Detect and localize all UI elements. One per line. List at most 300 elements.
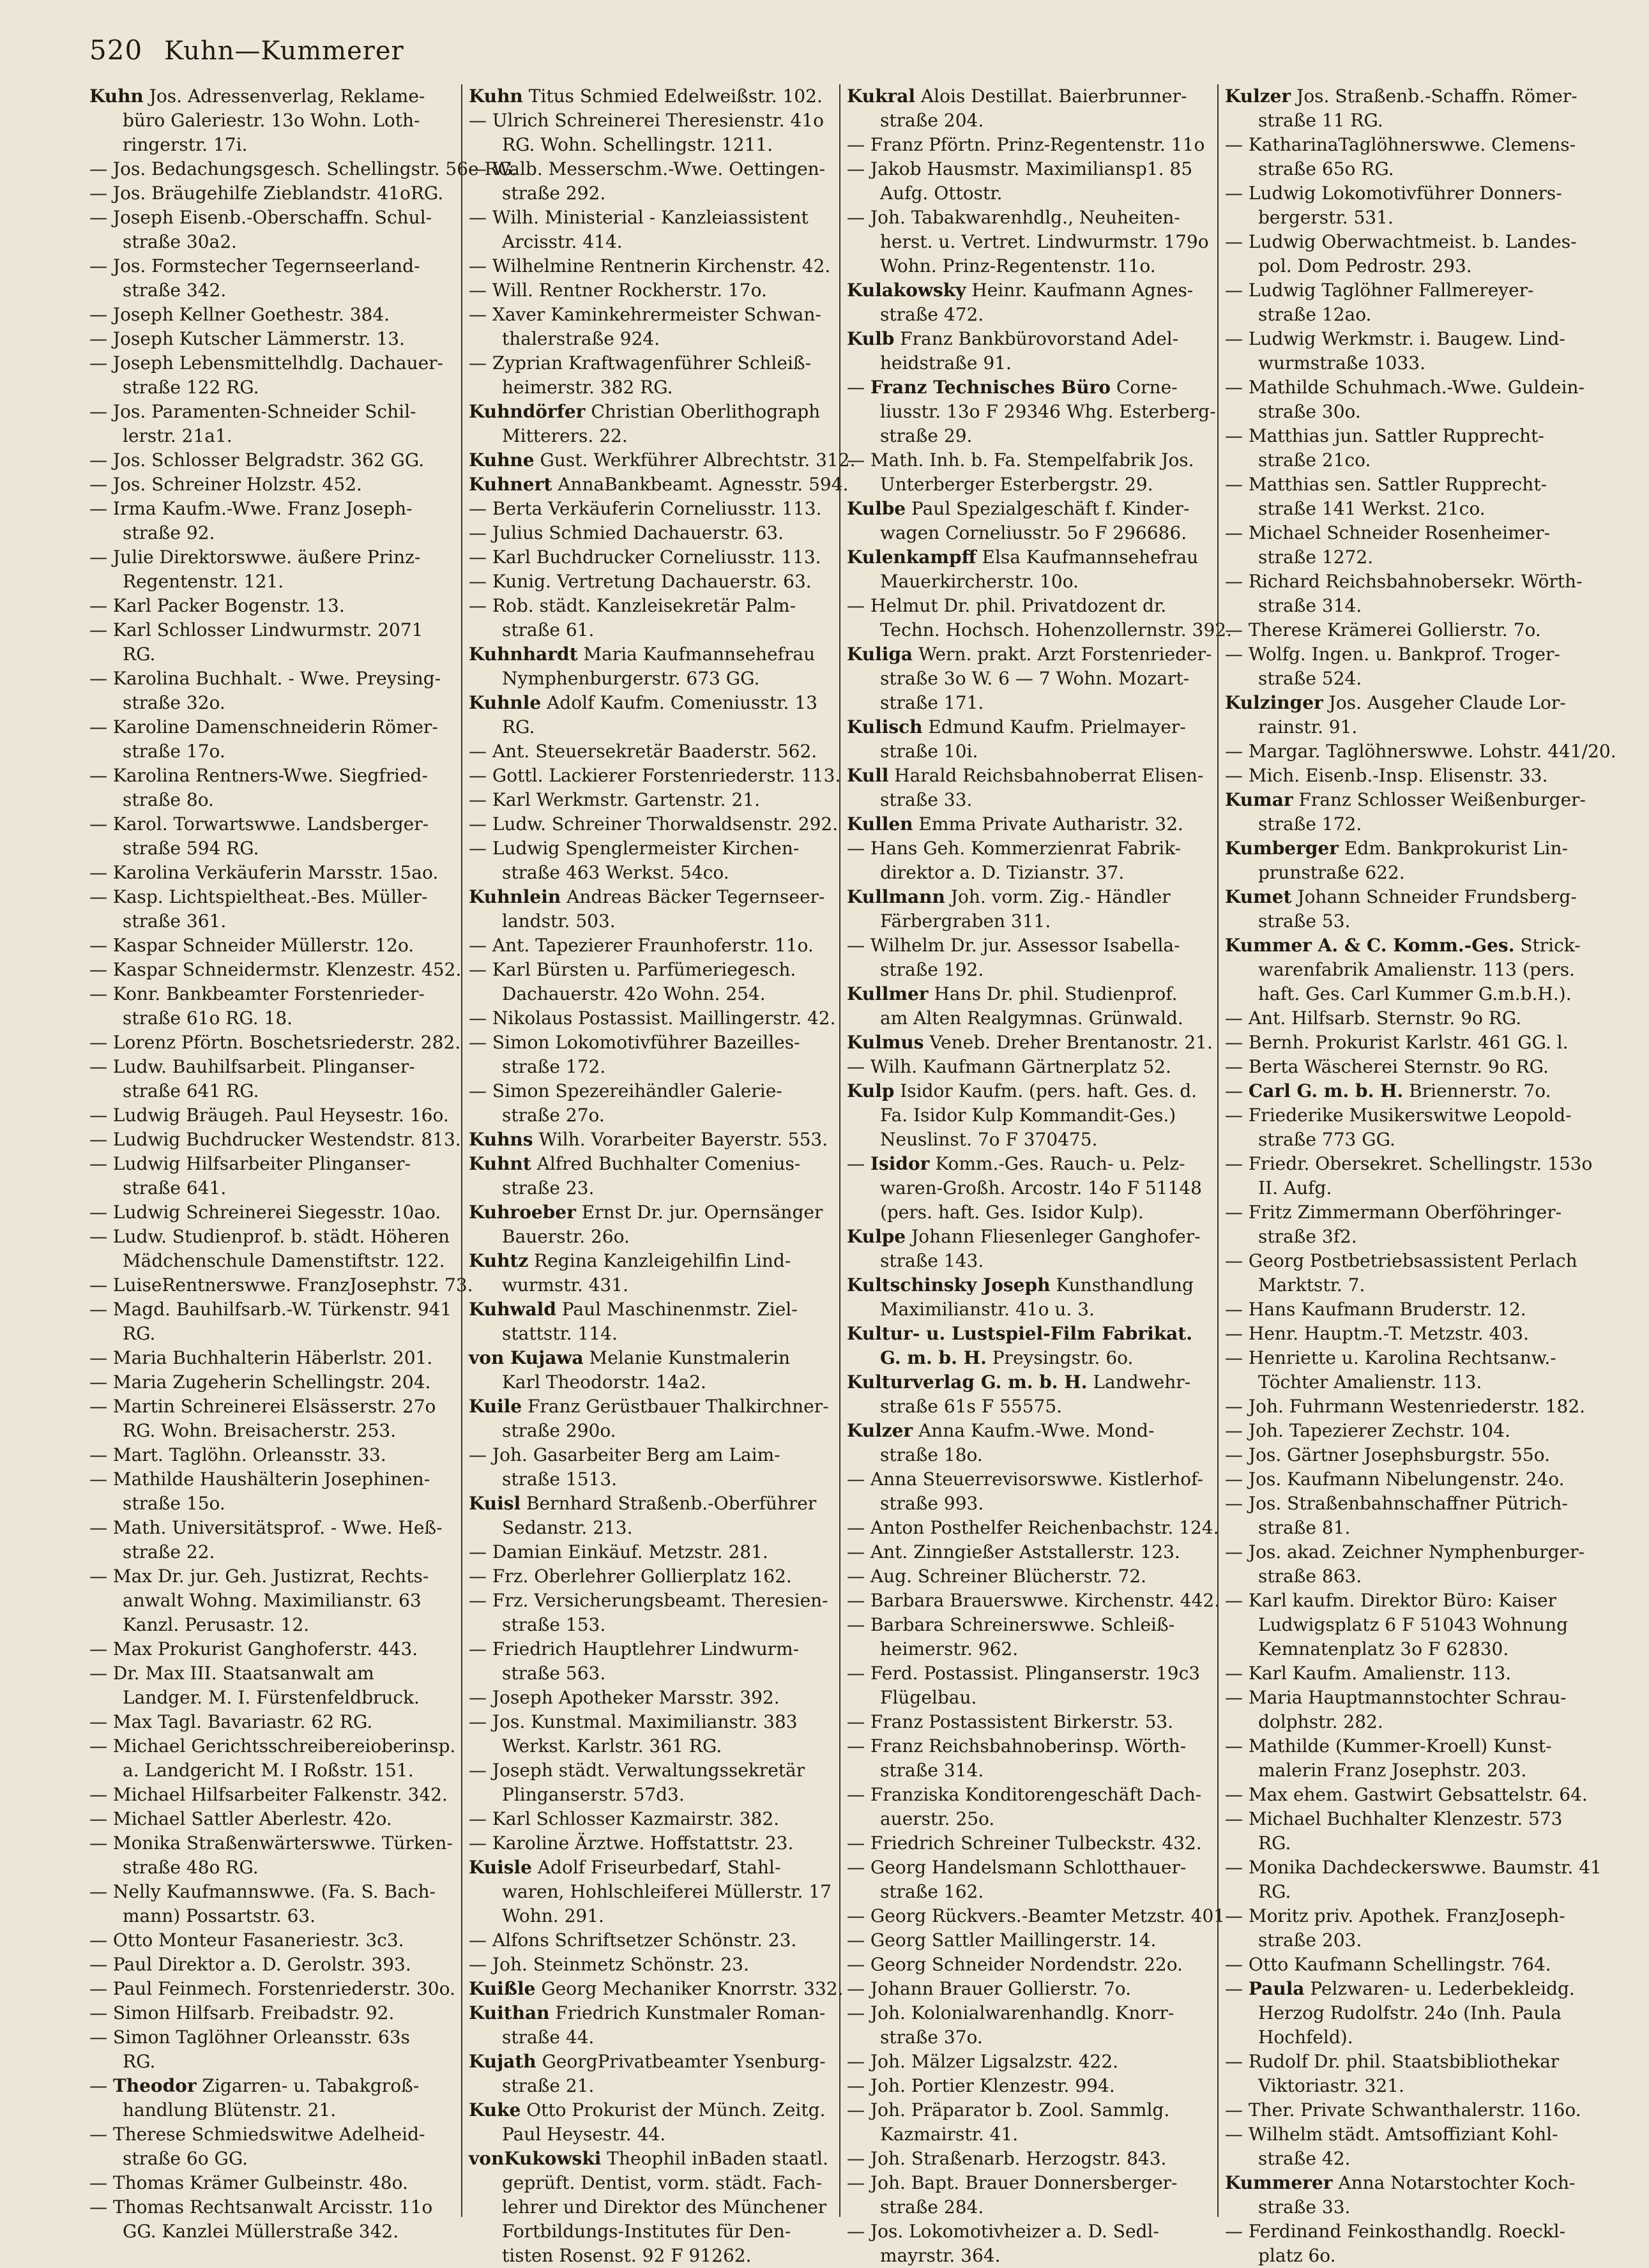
entry-line: — Karl Werkmstr. Gartenstr. 21. bbox=[469, 789, 761, 810]
entry-line: Flügelbau. bbox=[880, 1687, 977, 1708]
entry-line: Kumberger Edm. Bankprokurist Lin- bbox=[1225, 838, 1568, 859]
entry-line: straße 472. bbox=[880, 304, 984, 325]
entry-line: — Damian Einkäuf. Metzstr. 281. bbox=[469, 1541, 768, 1562]
entry-line: Unterberger Esterbergstr. 29. bbox=[880, 474, 1153, 495]
entry-line: straße 32o. bbox=[123, 692, 225, 713]
entry-line: — Joseph Kutscher Lämmerstr. 13. bbox=[89, 328, 405, 349]
entry-line: — Mich. Eisenb.-Insp. Elisenstr. 33. bbox=[1225, 765, 1548, 786]
entry-line: — Michael Schneider Rosenheimer- bbox=[1225, 522, 1551, 543]
entry-line: — Anton Posthelfer Reichenbachstr. 124. bbox=[847, 1517, 1219, 1538]
entry-line: — Kasp. Lichtspieltheat.-Bes. Müller- bbox=[89, 886, 428, 907]
entry-line: — Jos. Bedachungsgesch. Schellingstr. 56e RG. bbox=[89, 158, 517, 179]
entry-line: straße 22. bbox=[123, 1541, 215, 1562]
entry-line: — Franz Technisches Büro Corne- bbox=[847, 377, 1178, 398]
entry-line: straße 27o. bbox=[502, 1105, 605, 1126]
entry-line: — Joh. Straßenarb. Herzogstr. 843. bbox=[847, 2148, 1167, 2169]
entry-line: straße 563. bbox=[502, 1663, 606, 1684]
entry-line: (pers. haft. Ges. Isidor Kulp). bbox=[880, 1202, 1144, 1223]
entry-line: straße 524. bbox=[1258, 668, 1362, 689]
entry-line: Kulb Franz Bankbürovorstand Adel- bbox=[847, 328, 1179, 349]
entry-line: — Karol. Torwartswwe. Landsberger- bbox=[89, 813, 429, 835]
entry-line: Kuhns Wilh. Vorarbeiter Bayerstr. 553. bbox=[469, 1129, 828, 1150]
entry-line: RG. Wohn. Breisacherstr. 253. bbox=[123, 1420, 397, 1441]
entry-line: straße 21co. bbox=[1258, 450, 1371, 471]
entry-line: — Helmut Dr. phil. Privatdozent dr. bbox=[847, 595, 1167, 616]
entry-line: — Otto Monteur Fasaneriestr. 3c3. bbox=[89, 1930, 404, 1951]
entry-line: GG. Kanzlei Müllerstraße 342. bbox=[123, 2221, 399, 2242]
entry-line: Kukral Alois Destillat. Baierbrunner- bbox=[847, 86, 1187, 107]
entry-line: — Joh. Bapt. Brauer Donnersberger- bbox=[847, 2172, 1178, 2193]
entry-line: Kulmus Veneb. Dreher Brentanostr. 21. bbox=[847, 1032, 1213, 1053]
entry-line: — Zyprian Kraftwagenführer Schleiß- bbox=[469, 352, 812, 374]
entry-line: Kulzer Jos. Straßenb.-Schaffn. Römer- bbox=[1225, 86, 1577, 107]
entry-line: — Kunig. Vertretung Dachauerstr. 63. bbox=[469, 571, 812, 592]
entry-line: — Hans Kaufmann Bruderstr. 12. bbox=[1225, 1299, 1526, 1320]
entry-line: — Franz Postassistent Birkerstr. 53. bbox=[847, 1711, 1174, 1732]
entry-line: tisten Rosenst. 92 F 91262. bbox=[502, 2245, 752, 2266]
entry-line: straße 30o. bbox=[1258, 401, 1361, 422]
entry-line: — Wilhelm städt. Amtsoffiziant Kohl- bbox=[1225, 2124, 1558, 2145]
entry-line: — Michael Gerichtsschreibereioberinsp. bbox=[89, 1735, 456, 1757]
entry-line: — Jos. Bräugehilfe Zieblandstr. 41oRG. bbox=[89, 183, 444, 204]
entry-line: straße 44. bbox=[502, 2027, 595, 2048]
entry-line: — Mart. Taglöhn. Orleansstr. 33. bbox=[89, 1444, 386, 1465]
entry-line: mayrstr. 364. bbox=[880, 2245, 1001, 2266]
entry-line: — Michael Buchhalter Klenzestr. 573 bbox=[1225, 1808, 1563, 1829]
entry-line: — Jos. Schreiner Holzstr. 452. bbox=[89, 474, 362, 495]
entry-line: — Mathilde Haushälterin Josephinen- bbox=[89, 1469, 430, 1490]
entry-line: Wohn. 291. bbox=[502, 1905, 604, 1926]
entry-line: Kultschinsky Joseph Kunsthandlung bbox=[847, 1274, 1194, 1296]
page-number: 520 bbox=[89, 34, 143, 66]
entry-line: — Ther. Private Schwanthalerstr. 116o. bbox=[1225, 2099, 1581, 2121]
entry-line: — Joh. Portier Klenzestr. 994. bbox=[847, 2075, 1115, 2096]
entry-line: — Jos. Kunstmal. Maximilianstr. 383 bbox=[469, 1711, 798, 1732]
entry-line: anwalt Wohng. Maximilianstr. 63 bbox=[123, 1590, 422, 1611]
entry-line: RG. Wohn. Schellingstr. 1211. bbox=[502, 134, 773, 155]
entry-line: straße 15o. bbox=[123, 1493, 225, 1514]
entry-line: — Wilh. Kaufmann Gärtnerplatz 52. bbox=[847, 1056, 1171, 1077]
entry-line: straße 192. bbox=[880, 959, 984, 980]
entry-line: — Jos. Paramenten-Schneider Schil- bbox=[89, 401, 416, 422]
entry-line: straße 314. bbox=[880, 1760, 984, 1781]
entry-line: — Karolina Rentners-Wwe. Siegfried- bbox=[89, 765, 428, 786]
entry-line: — Friedrich Schreiner Tulbeckstr. 432. bbox=[847, 1833, 1202, 1854]
entry-line: straße 290o. bbox=[502, 1420, 616, 1441]
entry-line: Nymphenburgerstr. 673 GG. bbox=[502, 668, 760, 689]
entry-line: Kulbe Paul Spezialgeschäft f. Kinder- bbox=[847, 498, 1190, 519]
entry-line: Kulp Isidor Kaufm. (pers. haft. Ges. d. bbox=[847, 1080, 1197, 1101]
entry-line: mann) Possartstr. 63. bbox=[123, 1905, 316, 1926]
entry-line: RG. bbox=[123, 2051, 156, 2072]
entry-line: — Ludwig Oberwachtmeist. b. Landes- bbox=[1225, 231, 1577, 252]
entry-line: Kuhn Jos. Adressenverlag, Reklame- bbox=[89, 86, 425, 107]
entry-line: straße 1272. bbox=[1258, 547, 1374, 568]
entry-line: RG. bbox=[502, 716, 535, 737]
entry-line: straße 10i. bbox=[880, 741, 978, 762]
entry-line: — Rudolf Dr. phil. Staatsbibliothekar bbox=[1225, 2051, 1560, 2072]
entry-line: Sedanstr. 213. bbox=[502, 1517, 633, 1538]
entry-line: straße 17o. bbox=[123, 741, 225, 762]
entry-line: — Nelly Kaufmannswwe. (Fa. S. Bach- bbox=[89, 1881, 436, 1902]
entry-line: — Georg Handelsmann Schlotthauer- bbox=[847, 1857, 1187, 1878]
entry-line: — Jos. Formstecher Tegernseerland- bbox=[89, 255, 420, 276]
entry-line: — Walb. Messerschm.-Wwe. Oettingen- bbox=[469, 158, 826, 179]
entry-line: — Lorenz Pförtn. Boschetsriederstr. 282. bbox=[89, 1032, 461, 1053]
entry-line: — Joh. Tapezierer Zechstr. 104. bbox=[1225, 1420, 1510, 1441]
entry-line: — Ludwig Taglöhner Fallmereyer- bbox=[1225, 280, 1534, 301]
entry-line: Kuisle Adolf Friseurbedarf, Stahl- bbox=[469, 1857, 781, 1878]
entry-line: — Max ehem. Gastwirt Gebsattelstr. 64. bbox=[1225, 1784, 1588, 1805]
entry-line: — Berta Verkäuferin Corneliusstr. 113. bbox=[469, 498, 822, 519]
entry-line: straße 314. bbox=[1258, 595, 1362, 616]
page-title: Kuhn—Kummerer bbox=[164, 36, 404, 66]
entry-line: straße 284. bbox=[880, 2196, 984, 2218]
entry-line: — Fritz Zimmermann Oberföhringer- bbox=[1225, 1202, 1562, 1223]
entry-line: — Paul Feinmech. Forstenriederstr. 30o. bbox=[89, 1978, 455, 1999]
entry-line: Kumar Franz Schlosser Weißenburger- bbox=[1225, 789, 1586, 810]
entry-line: straße 48o RG. bbox=[123, 1857, 259, 1878]
entry-line: — Magd. Bauhilfsarb.-W. Türkenstr. 941 bbox=[89, 1299, 452, 1320]
entry-line: — Wilhelm Dr. jur. Assessor Isabella- bbox=[847, 935, 1180, 956]
entry-line: — Barbara Brauerswwe. Kirchenstr. 442. bbox=[847, 1590, 1220, 1611]
entry-line: — Joh. Mälzer Ligsalzstr. 422. bbox=[847, 2051, 1119, 2072]
entry-line: — Wilhelmine Rentnerin Kirchenstr. 42. bbox=[469, 255, 831, 276]
entry-line: — Ant. Tapezierer Fraunhoferstr. 11o. bbox=[469, 935, 814, 956]
entry-line: straße 29. bbox=[880, 425, 973, 446]
entry-line: — Joseph Eisenb.-Oberschaffn. Schul- bbox=[89, 207, 432, 228]
entry-line: Fortbildungs-Institutes für Den- bbox=[502, 2221, 791, 2242]
entry-line: — Jos. Gärtner Josephsburgstr. 55o. bbox=[1225, 1444, 1550, 1465]
entry-line: Kujath GeorgPrivatbeamter Ysenburg- bbox=[469, 2051, 826, 2072]
entry-line: Kulzer Anna Kaufm.-Wwe. Mond- bbox=[847, 1420, 1155, 1441]
entry-line: — Mathilde (Kummer-Kroell) Kunst- bbox=[1225, 1735, 1552, 1757]
entry-line: — Kaspar Schneidermstr. Klenzestr. 452. bbox=[89, 959, 462, 980]
entry-line: straße 61o RG. 18. bbox=[123, 1008, 293, 1029]
entry-line: Marktstr. 7. bbox=[1258, 1274, 1365, 1296]
entry-line: — Joh. Fuhrmann Westenriederstr. 182. bbox=[1225, 1396, 1586, 1417]
column-4 bbox=[1217, 84, 1616, 2266]
entry-line: Kuhnert AnnaBankbeamt. Agnesstr. 594. bbox=[469, 474, 849, 495]
entry-line: Mädchenschule Damenstiftstr. 122. bbox=[123, 1250, 445, 1271]
entry-line: — Henriette u. Karolina Rechtsanw.- bbox=[1225, 1347, 1556, 1368]
entry-line: Kuithan Friedrich Kunstmaler Roman- bbox=[469, 2002, 826, 2023]
entry-line: — Jakob Hausmstr. Maximiliansp1. 85 bbox=[847, 158, 1193, 179]
entry-line: — Karl kaufm. Direktor Büro: Kaiser bbox=[1225, 1590, 1556, 1611]
entry-line: haft. Ges. Carl Kummer G.m.b.H.). bbox=[1258, 983, 1572, 1004]
entry-line: RG. bbox=[123, 644, 156, 665]
entry-line: — Karolina Verkäuferin Marsstr. 15ao. bbox=[89, 862, 439, 883]
entry-line: auerstr. 25o. bbox=[880, 1808, 995, 1829]
entry-line: — Therese Krämerei Gollierstr. 7o. bbox=[1225, 619, 1541, 640]
entry-line: straße 361. bbox=[123, 911, 227, 932]
entry-line: straße 641 RG. bbox=[123, 1080, 259, 1101]
entry-line: — Monika Dachdeckerswwe. Baumstr. 41 bbox=[1225, 1857, 1602, 1878]
entry-line: straße 773 GG. bbox=[1258, 1129, 1395, 1150]
entry-line: — Henr. Hauptm.-T. Metzstr. 403. bbox=[1225, 1323, 1529, 1344]
entry-line: — Rob. städt. Kanzleisekretär Palm- bbox=[469, 595, 796, 616]
entry-line: straße 65o RG. bbox=[1258, 158, 1394, 179]
entry-line: Kultur- u. Lustspiel-Film Fabrikat. bbox=[847, 1323, 1192, 1344]
entry-line: — Kaspar Schneider Müllerstr. 12o. bbox=[89, 935, 414, 956]
entry-line: — Math. Universitätsprof. - Wwe. Heß- bbox=[89, 1517, 443, 1538]
entry-line: — Ludwig Werkmstr. i. Baugew. Lind- bbox=[1225, 328, 1565, 349]
entry-line: heimerstr. 382 RG. bbox=[502, 377, 673, 398]
entry-line: — Nikolaus Postassist. Maillingerstr. 42. bbox=[469, 1008, 836, 1029]
entry-line: — Gottl. Lackierer Forstenriederstr. 113. bbox=[469, 765, 841, 786]
entry-line: — LuiseRentnerswwe. FranzJosephstr. 73. bbox=[89, 1274, 473, 1296]
entry-line: — Karl Packer Bogenstr. 13. bbox=[89, 595, 345, 616]
entry-line: — KatharinaTaglöhnerswwe. Clemens- bbox=[1225, 134, 1576, 155]
entry-line: — Richard Reichsbahnobersekr. Wörth- bbox=[1225, 571, 1583, 592]
entry-line: — Joseph Apotheker Marsstr. 392. bbox=[469, 1687, 780, 1708]
entry-line: — Joh. Gasarbeiter Berg am Laim- bbox=[469, 1444, 780, 1465]
entry-line: Karl Theodorstr. 14a2. bbox=[502, 1372, 706, 1393]
entry-line: waren, Hohlschleiferei Müllerstr. 17 bbox=[502, 1881, 832, 1902]
entry-line: — Julius Schmied Dachauerstr. 63. bbox=[469, 522, 784, 543]
entry-line: — Friederike Musikerswitwe Leopold- bbox=[1225, 1105, 1572, 1126]
entry-line: — Karoline Damenschneiderin Römer- bbox=[89, 716, 438, 737]
entry-line: straße 3o W. 6 — 7 Wohn. Mozart- bbox=[880, 668, 1190, 689]
entry-line: G. m. b. H. Preysingstr. 6o. bbox=[880, 1347, 1134, 1368]
entry-line: Kuhwald Paul Maschinenmstr. Ziel- bbox=[469, 1299, 798, 1320]
entry-line: direktor a. D. Tizianstr. 37. bbox=[880, 862, 1125, 883]
entry-line: straße 1513. bbox=[502, 1469, 618, 1490]
entry-line: — Ant. Zinngießer Aststallerstr. 123. bbox=[847, 1541, 1180, 1562]
entry-line: Kuhnle Adolf Kaufm. Comeniusstr. 13 bbox=[469, 692, 817, 713]
entry-line: — Barbara Schreinerswwe. Schleiß- bbox=[847, 1614, 1175, 1635]
entry-line: II. Aufg. bbox=[1258, 1177, 1332, 1198]
entry-line: — Maria Buchhalterin Häberlstr. 201. bbox=[89, 1347, 433, 1368]
entry-line: — Martin Schreinerei Elsässerstr. 27o bbox=[89, 1396, 436, 1417]
entry-line: — Joh. Kolonialwarenhandlg. Knorr- bbox=[847, 2002, 1174, 2023]
entry-line: Maximilianstr. 41o u. 3. bbox=[880, 1299, 1095, 1320]
entry-line: — Ludwig Hilfsarbeiter Plinganser- bbox=[89, 1153, 411, 1174]
entry-line: Kuhtz Regina Kanzleigehilfin Lind- bbox=[469, 1250, 791, 1271]
entry-line: — Georg Rückvers.-Beamter Metzstr. 401 bbox=[847, 1905, 1226, 1926]
entry-line: straße 172. bbox=[502, 1056, 606, 1077]
entry-line: — Friedrich Hauptlehrer Lindwurm- bbox=[469, 1638, 800, 1659]
entry-line: straße 171. bbox=[880, 692, 984, 713]
entry-line: Herzog Rudolfstr. 24o (Inh. Paula bbox=[1258, 2002, 1562, 2023]
entry-line: Aufg. Ottostr. bbox=[880, 183, 1003, 204]
entry-line: — Aug. Schreiner Blücherstr. 72. bbox=[847, 1566, 1147, 1587]
entry-line: RG. bbox=[123, 1323, 156, 1344]
entry-line: Kummerer Anna Notarstochter Koch- bbox=[1225, 2172, 1576, 2193]
entry-line: heidstraße 91. bbox=[880, 352, 1012, 374]
entry-line: — Simon Lokomotivführer Bazeilles- bbox=[469, 1032, 800, 1053]
entry-line: straße 92. bbox=[123, 522, 215, 543]
entry-line: — Ludw. Studienprof. b. städt. Höheren bbox=[89, 1226, 450, 1247]
entry-line: Dachauerstr. 42o Wohn. 254. bbox=[502, 983, 766, 1004]
entry-line: bergerstr. 531. bbox=[1258, 207, 1394, 228]
entry-line: — Maria Hauptmannstochter Schrau- bbox=[1225, 1687, 1567, 1708]
entry-line: — Ant. Steuersekretär Baaderstr. 562. bbox=[469, 741, 817, 762]
entry-line: Landger. M. I. Fürstenfeldbruck. bbox=[123, 1687, 420, 1708]
entry-line: pol. Dom Pedrostr. 293. bbox=[1258, 255, 1472, 276]
entry-line: — Ludw. Schreiner Thorwaldsenstr. 292. bbox=[469, 813, 839, 835]
entry-line: straße 61. bbox=[502, 619, 595, 640]
entry-line: von Kujawa Melanie Kunstmalerin bbox=[469, 1347, 791, 1368]
entry-line: — Therese Schmiedswitwe Adelheid- bbox=[89, 2124, 425, 2145]
entry-line: straße 33. bbox=[1258, 2196, 1351, 2218]
entry-line: — Karoline Ärztwe. Hoffstattstr. 23. bbox=[469, 1833, 794, 1854]
entry-line: Kumet Johann Schneider Frundsberg- bbox=[1225, 886, 1577, 907]
entry-line: straße 863. bbox=[1258, 1566, 1362, 1587]
entry-line: — Frz. Versicherungsbeamt. Theresien- bbox=[469, 1590, 828, 1611]
entry-line: — Joseph städt. Verwaltungssekretär bbox=[469, 1760, 805, 1781]
entry-line: — Max Prokurist Ganghoferstr. 443. bbox=[89, 1638, 418, 1659]
entry-line: — Joseph Kellner Goethestr. 384. bbox=[89, 304, 390, 325]
entry-line: Kulakowsky Heinr. Kaufmann Agnes- bbox=[847, 280, 1194, 301]
entry-line: straße 172. bbox=[1258, 813, 1362, 835]
entry-line: waren-Großh. Arcostr. 14o F 51148 bbox=[880, 1177, 1202, 1198]
entry-line: — Jos. Straßenbahnschaffner Pütrich- bbox=[1225, 1493, 1568, 1514]
entry-line: Fa. Isidor Kulp Kommandit-Ges.) bbox=[880, 1105, 1176, 1126]
entry-line: handlung Blütenstr. 21. bbox=[123, 2099, 337, 2121]
entry-line: vonKukowski Theophil inBaden staatl. bbox=[469, 2148, 828, 2169]
entry-line: Mitterers. 22. bbox=[502, 425, 628, 446]
entry-line: — Alfons Schriftsetzer Schönstr. 23. bbox=[469, 1930, 797, 1951]
entry-line: straße 594 RG. bbox=[123, 838, 259, 859]
entry-line: straße 143. bbox=[880, 1250, 984, 1271]
entry-line: prunstraße 622. bbox=[1258, 862, 1405, 883]
entry-line: wurmstr. 431. bbox=[502, 1274, 629, 1296]
entry-line: platz 6o. bbox=[1258, 2245, 1336, 2266]
entry-line: Kuhnhardt Maria Kaufmannsehefrau bbox=[469, 644, 816, 665]
entry-line: straße 37o. bbox=[880, 2027, 983, 2048]
entry-line: — Jos. Kaufmann Nibelungenstr. 24o. bbox=[1225, 1469, 1565, 1490]
entry-line: — Jos. Lokomotivheizer a. D. Sedl- bbox=[847, 2221, 1159, 2242]
entry-line: — Karl Buchdrucker Corneliusstr. 113. bbox=[469, 547, 821, 568]
entry-line: Kanzl. Perusastr. 12. bbox=[123, 1614, 310, 1635]
entry-line: Kazmairstr. 41. bbox=[880, 2124, 1019, 2145]
entry-line: — Xaver Kaminkehrermeister Schwan- bbox=[469, 304, 821, 325]
entry-line: landstr. 503. bbox=[502, 911, 616, 932]
entry-line: Bauerstr. 26o. bbox=[502, 1226, 630, 1247]
entry-line: straße 21. bbox=[502, 2075, 595, 2096]
entry-line: straße 162. bbox=[880, 1881, 984, 1902]
entry-line: — Max Dr. jur. Geh. Justizrat, Rechts- bbox=[89, 1566, 429, 1587]
entry-line: — Jos. Schlosser Belgradstr. 362 GG. bbox=[89, 450, 425, 471]
entry-line: Hochfeld). bbox=[1258, 2027, 1353, 2048]
entry-line: Kuile Franz Gerüstbauer Thalkirchner- bbox=[469, 1396, 829, 1417]
entry-line: — Will. Rentner Rockherstr. 17o. bbox=[469, 280, 767, 301]
entry-line: straße 342. bbox=[123, 280, 227, 301]
entry-line: — Ludwig Bräugeh. Paul Heysestr. 16o. bbox=[89, 1105, 449, 1126]
entry-line: — Ferdinand Feinkosthandlg. Roeckl- bbox=[1225, 2221, 1566, 2242]
entry-line: — Michael Sattler Aberlestr. 42o. bbox=[89, 1808, 392, 1829]
entry-line: — Mathilde Schuhmach.-Wwe. Guldein- bbox=[1225, 377, 1585, 398]
entry-line: — Georg Schneider Nordendstr. 22o. bbox=[847, 1954, 1183, 1975]
entry-line: am Alten Realgymnas. Grünwald. bbox=[880, 1008, 1183, 1029]
entry-line: — Matthias sen. Sattler Rupprecht- bbox=[1225, 474, 1547, 495]
entry-line: Kulturverlag G. m. b. H. Landwehr- bbox=[847, 1372, 1191, 1393]
entry-line: straße 11 RG. bbox=[1258, 110, 1383, 131]
entry-line: straße 33. bbox=[880, 789, 973, 810]
entry-line: — Joh. Tabakwarenhdlg., Neuheiten- bbox=[847, 207, 1180, 228]
entry-line: — Maria Zugeherin Schellingstr. 204. bbox=[89, 1372, 431, 1393]
entry-line: straße 6o GG. bbox=[123, 2148, 248, 2169]
entry-line: straße 993. bbox=[880, 1493, 984, 1514]
entry-line: — Monika Straßenwärterswwe. Türken- bbox=[89, 1833, 453, 1854]
entry-line: ringerstr. 17i. bbox=[123, 134, 248, 155]
entry-line: wurmstraße 1033. bbox=[1258, 352, 1425, 374]
entry-line: Kuke Otto Prokurist der Münch. Zeitg. bbox=[469, 2099, 826, 2121]
entry-line: — Karl Kaufm. Amalienstr. 113. bbox=[1225, 1663, 1512, 1684]
entry-line: Kuhne Gust. Werkführer Albrechtstr. 312. bbox=[469, 450, 856, 471]
entry-line: Neuslinst. 7o F 370475. bbox=[880, 1129, 1098, 1150]
entry-line: — Ludwig Lokomotivführer Donners- bbox=[1225, 183, 1562, 204]
entry-line: straße 12ao. bbox=[1258, 304, 1372, 325]
entry-line: straße 122 RG. bbox=[123, 377, 259, 398]
entry-line: — Ferd. Postassist. Plinganserstr. 19c3 bbox=[847, 1663, 1201, 1684]
entry-line: wagen Corneliusstr. 5o F 296686. bbox=[880, 522, 1187, 543]
entry-line: — Wolfg. Ingen. u. Bankprof. Troger- bbox=[1225, 644, 1560, 665]
entry-line: — Michael Hilfsarbeiter Falkenstr. 342. bbox=[89, 1784, 448, 1805]
entry-line: Töchter Amalienstr. 113. bbox=[1258, 1372, 1482, 1393]
directory-columns bbox=[83, 84, 1616, 2266]
entry-line: straße 141 Werkst. 21co. bbox=[1258, 498, 1486, 519]
entry-line: — Joh. Präparator b. Zool. Sammlg. bbox=[847, 2099, 1170, 2121]
entry-line: straße 292. bbox=[502, 183, 606, 204]
entry-line: straße 153. bbox=[502, 1614, 606, 1635]
entry-line: Kulzinger Jos. Ausgeher Claude Lor- bbox=[1225, 692, 1566, 713]
entry-line: heimerstr. 962. bbox=[880, 1638, 1019, 1659]
entry-line: Kull Harald Reichsbahnoberrat Elisen- bbox=[847, 765, 1204, 786]
entry-line: — Konr. Bankbeamter Forstenrieder- bbox=[89, 983, 425, 1004]
entry-line: RG. bbox=[1258, 1833, 1291, 1854]
entry-line: — Carl G. m. b. H. Briennerstr. 7o. bbox=[1225, 1080, 1551, 1101]
entry-line: — Karl Schlosser Lindwurmstr. 2071 bbox=[89, 619, 423, 640]
entry-line: — Jos. akad. Zeichner Nymphenburger- bbox=[1225, 1541, 1584, 1562]
entry-line: — Bernh. Prokurist Karlstr. 461 GG. l. bbox=[1225, 1032, 1569, 1053]
entry-line: — Ludw. Bauhilfsarbeit. Plinganser- bbox=[89, 1056, 415, 1077]
entry-line: Wohn. Prinz-Regentenstr. 11o. bbox=[880, 255, 1156, 276]
entry-line: Kullmann Joh. vorm. Zig.- Händler bbox=[847, 886, 1171, 907]
entry-line: Techn. Hochsch. Hohenzollernstr. 392. bbox=[880, 619, 1232, 640]
entry-line: — Ludwig Buchdrucker Westendstr. 813. bbox=[89, 1129, 461, 1150]
entry-line: straße 30a2. bbox=[123, 231, 237, 252]
entry-line: lerstr. 21a1. bbox=[123, 425, 232, 446]
entry-line: Kemnatenplatz 3o F 62830. bbox=[1258, 1638, 1509, 1659]
entry-line: — Max Tagl. Bavariastr. 62 RG. bbox=[89, 1711, 373, 1732]
entry-line: stattstr. 114. bbox=[502, 1323, 618, 1344]
entry-line: — Ludwig Schreinerei Siegesstr. 10ao. bbox=[89, 1202, 441, 1223]
entry-line: geprüft. Dentist, vorm. städt. Fach- bbox=[502, 2172, 823, 2193]
entry-line: Kulpe Johann Fliesenleger Ganghofer- bbox=[847, 1226, 1201, 1247]
entry-line: Werkst. Karlstr. 361 RG. bbox=[502, 1735, 722, 1757]
entry-line: Ludwigsplatz 6 F 51043 Wohnung bbox=[1258, 1614, 1569, 1635]
entry-line: büro Galeriestr. 13o Wohn. Loth- bbox=[123, 110, 420, 131]
entry-line: liusstr. 13o F 29346 Whg. Esterberg- bbox=[880, 401, 1216, 422]
entry-line: — Paul Direktor a. D. Gerolstr. 393. bbox=[89, 1954, 411, 1975]
entry-line: thalerstraße 924. bbox=[502, 328, 660, 349]
entry-line: — Simon Hilfsarb. Freibadstr. 92. bbox=[89, 2002, 395, 2023]
entry-line: — Julie Direktorswwe. äußere Prinz- bbox=[89, 547, 421, 568]
entry-line: rainstr. 91. bbox=[1258, 716, 1358, 737]
entry-line: lehrer und Direktor des Münchener bbox=[502, 2196, 827, 2218]
entry-line: — Thomas Rechtsanwalt Arcisstr. 11o bbox=[89, 2196, 433, 2218]
page-header bbox=[89, 34, 404, 73]
entry-line: — Matthias jun. Sattler Rupprecht- bbox=[1225, 425, 1544, 446]
entry-line: malerin Franz Josephstr. 203. bbox=[1258, 1760, 1527, 1781]
entry-line: — Anna Steuerrevisorswwe. Kistlerhof- bbox=[847, 1469, 1203, 1490]
entry-line: — Georg Postbetriebsassistent Perlach bbox=[1225, 1250, 1577, 1271]
entry-line: — Johann Brauer Gollierstr. 7o. bbox=[847, 1978, 1132, 1999]
entry-line: — Dr. Max III. Staatsanwalt am bbox=[89, 1663, 374, 1684]
entry-line: — Thomas Krämer Gulbeinstr. 48o. bbox=[89, 2172, 408, 2193]
